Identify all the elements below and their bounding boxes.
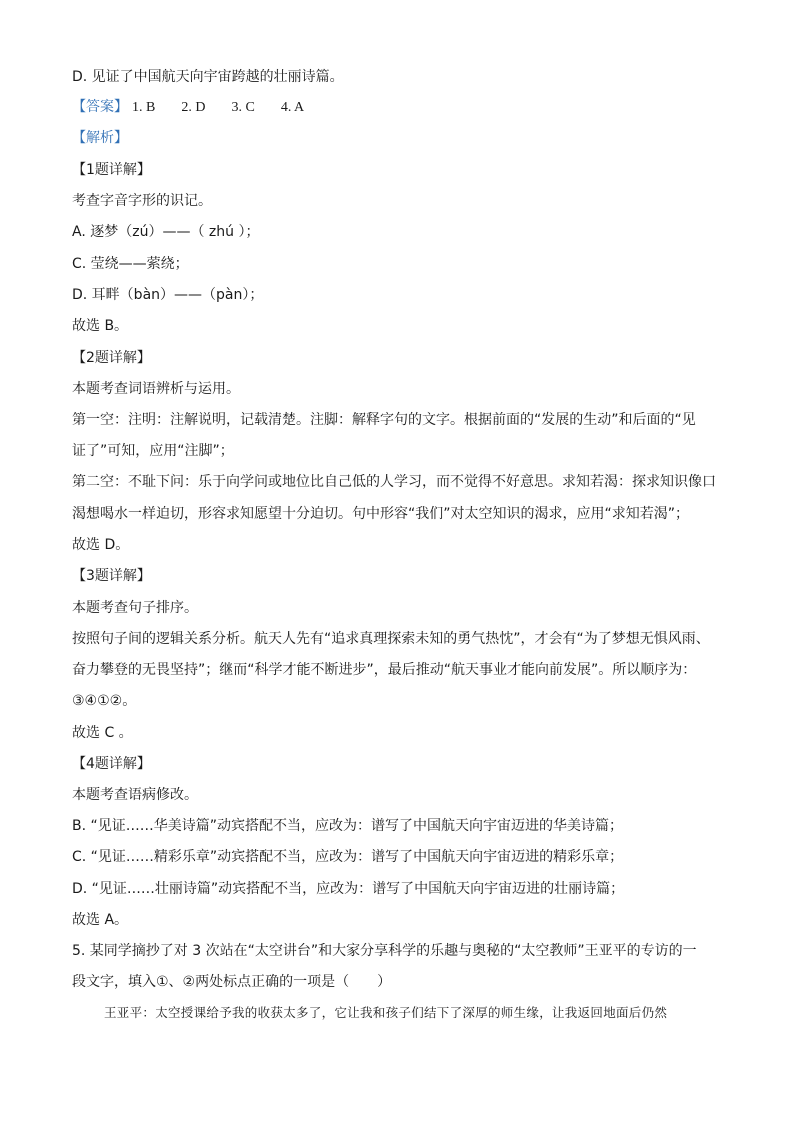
interview-excerpt: 王亚平：太空授课给予我的收获太多了，它让我和孩子们结下了深厚的师生缘，让我返回地面后仍然 — [104, 1005, 668, 1020]
answer-1: 1. B — [132, 100, 156, 115]
q2-line-1: 本题考查词语辨析与运用。 — [72, 381, 240, 397]
q1-line-1: 考查字音字形的识记。 — [72, 193, 212, 209]
q5-question-line-2: 段文字，填入①、②两处标点正确的一项是（ ） — [72, 974, 392, 990]
q2-line-5: 渴想喝水一样迫切，形容求知愿望十分迫切。句中形容“我们”对太空知识的渴求，应用“求知若渴”； — [72, 506, 690, 522]
answer-row — [72, 97, 732, 118]
q4-line-2: B. “见证……华美诗篇”动宾搭配不当，应改为：谱写了中国航天向宇宙迈进的华美诗篇； — [72, 818, 624, 834]
q3-line-2: 按照句子间的逻辑关系分析。航天人先有“追求真理探索未知的勇气热忱”，才会有“为了梦想无惧风雨、 — [72, 631, 710, 647]
q2-line-3: 证了”可知，应用“注脚”； — [72, 443, 234, 459]
q5-question-line-1: 5. 某同学摘抄了对 3 次站在“太空讲台”和大家分享科学的乐趣与奥秘的“太空教师”王亚平的专访的一 — [72, 943, 697, 959]
q1-conclusion: 故选 B。 — [72, 318, 129, 334]
q3-conclusion: 故选 C 。 — [72, 725, 133, 741]
q4-conclusion: 故选 A。 — [72, 912, 129, 928]
q4-line-3: C. “见证……精彩乐章”动宾搭配不当，应改为：谱写了中国航天向宇宙迈进的精彩乐章； — [72, 849, 624, 865]
q1-heading: 【1题详解】 — [72, 162, 151, 178]
q2-conclusion: 故选 D。 — [72, 537, 130, 553]
q4-line-1: 本题考查语病修改。 — [72, 787, 198, 803]
q1-line-4: D. 耳畔（bàn）——（pàn）； — [72, 287, 264, 303]
q1-line-3: C. 莹绕——萦绕； — [72, 256, 189, 272]
answer-2: 2. D — [181, 100, 206, 115]
q2-line-4: 第二空：不耻下问：乐于向学问或地位比自己低的人学习，而不觉得不好意思。求知若渴：探求知识像口 — [72, 474, 716, 490]
q2-heading: 【2题详解】 — [72, 350, 151, 366]
q4-heading: 【4题详解】 — [72, 756, 151, 772]
q4-line-4: D. “见证……壮丽诗篇”动宾搭配不当，应改为：谱写了中国航天向宇宙迈进的壮丽诗篇； — [72, 881, 625, 897]
answer-values — [132, 99, 330, 115]
q1-line-2: A. 逐梦（zú）——（ zhú ）； — [72, 224, 260, 240]
q2-line-2: 第一空：注明：注解说明，记载清楚。注脚：解释字句的文字。根据前面的“发展的生动”和后面的“见 — [72, 412, 696, 428]
answer-3: 3. C — [231, 100, 255, 115]
analysis-tag: 【解析】 — [72, 130, 128, 146]
answer-4: 4. A — [280, 100, 305, 115]
q3-line-3: 奋力攀登的无畏坚持”；继而“科学才能不断进步”，最后推动“航天事业才能向前发展”。所以顺序为： — [72, 662, 697, 678]
q3-line-1: 本题考查句子排序。 — [72, 600, 198, 616]
answer-tag: 【答案】 — [72, 99, 128, 115]
option-d-text: D. 见证了中国航天向宇宙跨越的壮丽诗篇。 — [72, 69, 344, 85]
q3-line-4: ③④①②。 — [72, 693, 137, 709]
q3-heading: 【3题详解】 — [72, 568, 151, 584]
